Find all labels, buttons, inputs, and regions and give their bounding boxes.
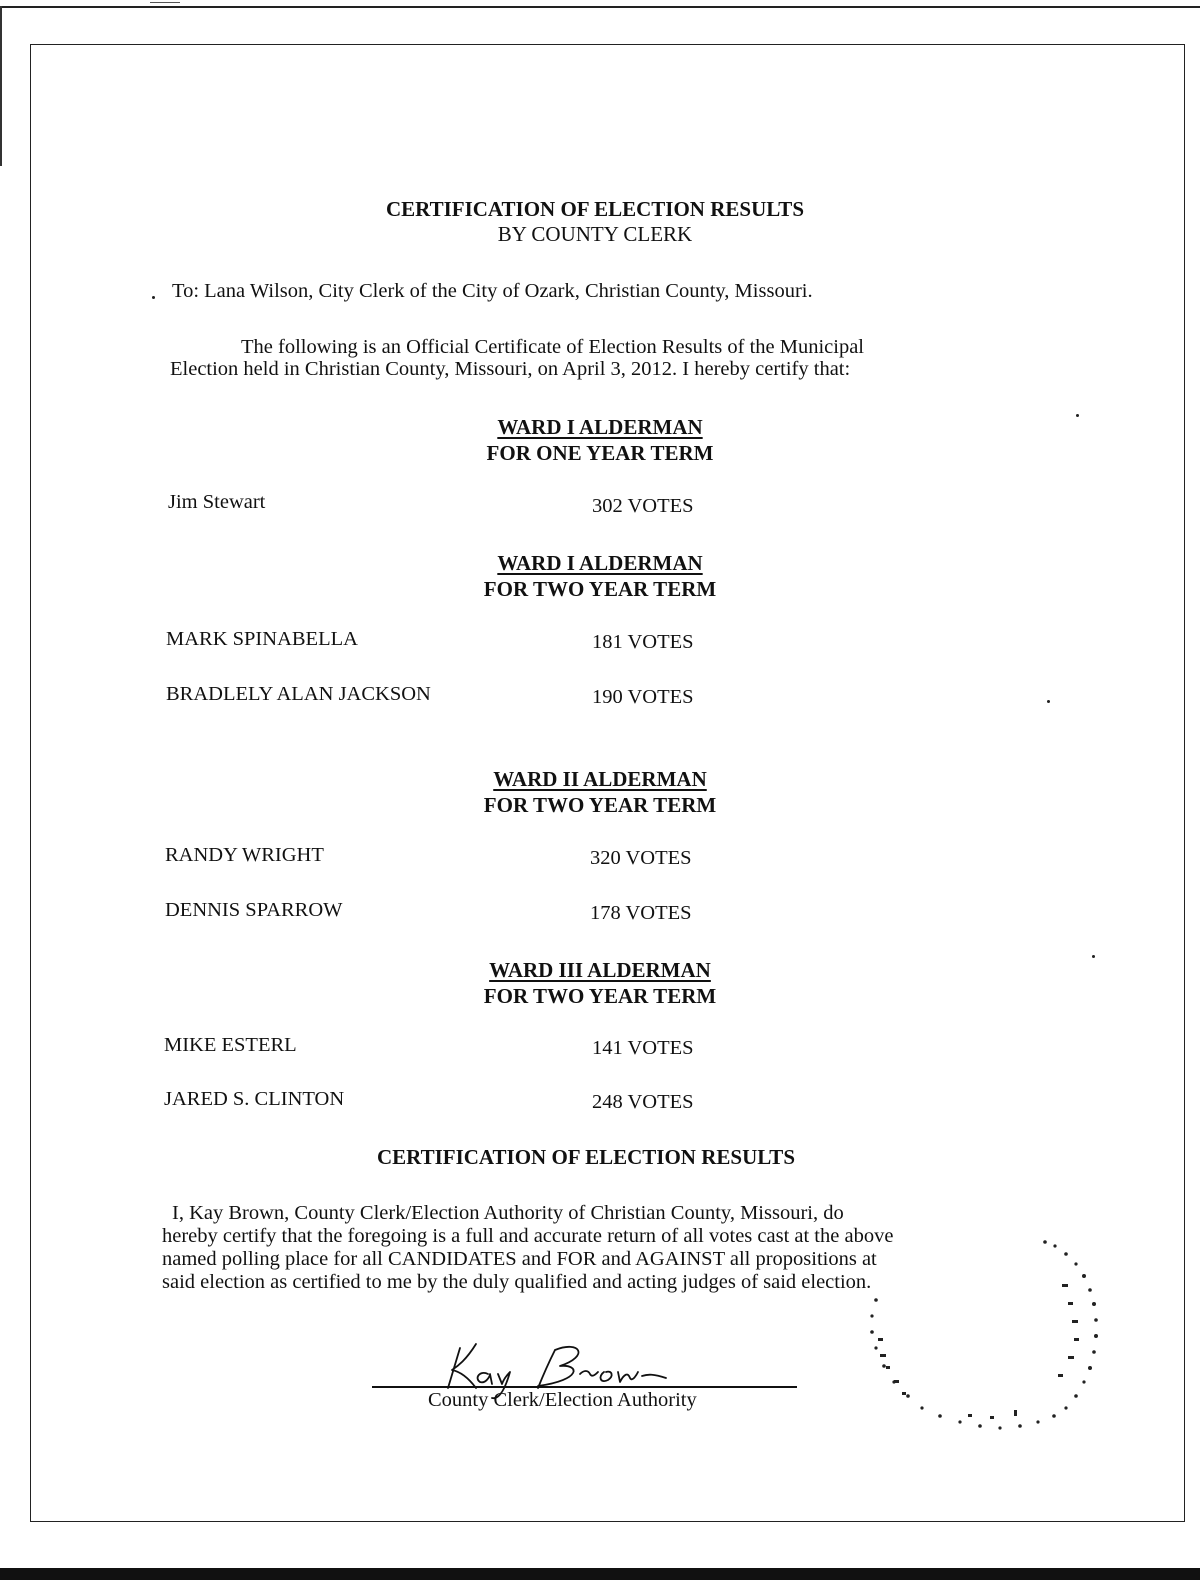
candidate-votes: 181 VOTES [592, 631, 694, 653]
certification-line-3: named polling place for all CANDIDATES and FOR and AGAINST all propositions at [162, 1248, 877, 1270]
addressee-line: To: Lana Wilson, City Clerk of the City of Ozark, Christian County, Missouri. [172, 280, 813, 302]
certification-heading: CERTIFICATION OF ELECTION RESULTS [376, 1145, 795, 1169]
scan-speck [1092, 955, 1095, 958]
race-term: FOR TWO YEAR TERM [483, 984, 717, 1008]
signature-line [372, 1386, 797, 1388]
candidate-name: RANDY WRIGHT [165, 844, 324, 866]
candidate-votes: 320 VOTES [590, 847, 692, 869]
scan-speck [1076, 414, 1079, 417]
county-seal-icon [850, 1220, 1120, 1470]
document-subtitle: BY COUNTY CLERK [497, 222, 693, 246]
document-title: CERTIFICATION OF ELECTION RESULTS [385, 197, 804, 221]
intro-line-1: The following is an Official Certificate of Election Results of the Municipal [241, 336, 864, 358]
scan-edge-left [0, 6, 2, 166]
candidate-name: MARK SPINABELLA [166, 628, 358, 650]
race-term: FOR TWO YEAR TERM [483, 577, 717, 601]
race-heading [390, 550, 810, 602]
race-heading [390, 766, 810, 818]
race-office: WARD III ALDERMAN [489, 958, 711, 982]
candidate-votes: 178 VOTES [590, 902, 692, 924]
race-office: WARD II ALDERMAN [493, 767, 707, 791]
race-term: FOR TWO YEAR TERM [483, 793, 717, 817]
candidate-votes: 190 VOTES [592, 686, 694, 708]
candidate-name: JARED S. CLINTON [164, 1088, 345, 1110]
scan-edge-top [0, 6, 1200, 8]
candidate-name: BRADLELY ALAN JACKSON [166, 683, 431, 705]
race-office: WARD I ALDERMAN [497, 551, 703, 575]
scan-mark [150, 2, 180, 3]
candidate-name: MIKE ESTERL [164, 1034, 297, 1056]
scan-speck [152, 296, 155, 299]
candidate-votes: 248 VOTES [592, 1091, 694, 1113]
race-heading [390, 957, 810, 1009]
scan-speck [1047, 700, 1050, 703]
candidate-votes: 302 VOTES [592, 495, 694, 517]
race-office: WARD I ALDERMAN [497, 415, 703, 439]
scan-edge-bottom [0, 1568, 1200, 1580]
race-term: FOR ONE YEAR TERM [486, 441, 714, 465]
candidate-votes: 141 VOTES [592, 1037, 694, 1059]
certification-line-1: I, Kay Brown, County Clerk/Election Authority of Christian County, Missouri, do [172, 1202, 844, 1224]
candidate-name: DENNIS SPARROW [165, 899, 343, 921]
candidate-name: Jim Stewart [168, 491, 266, 513]
signature-caption: County Clerk/Election Authority [428, 1389, 697, 1411]
race-heading [390, 414, 810, 466]
certification-line-4: said election as certified to me by the duly qualified and acting judges of said election. [162, 1271, 872, 1293]
certification-line-2: hereby certify that the foregoing is a full and accurate return of all votes cast at the above [162, 1225, 894, 1247]
intro-line-2: Election held in Christian County, Missouri, on April 3, 2012. I hereby certify that: [170, 358, 851, 380]
